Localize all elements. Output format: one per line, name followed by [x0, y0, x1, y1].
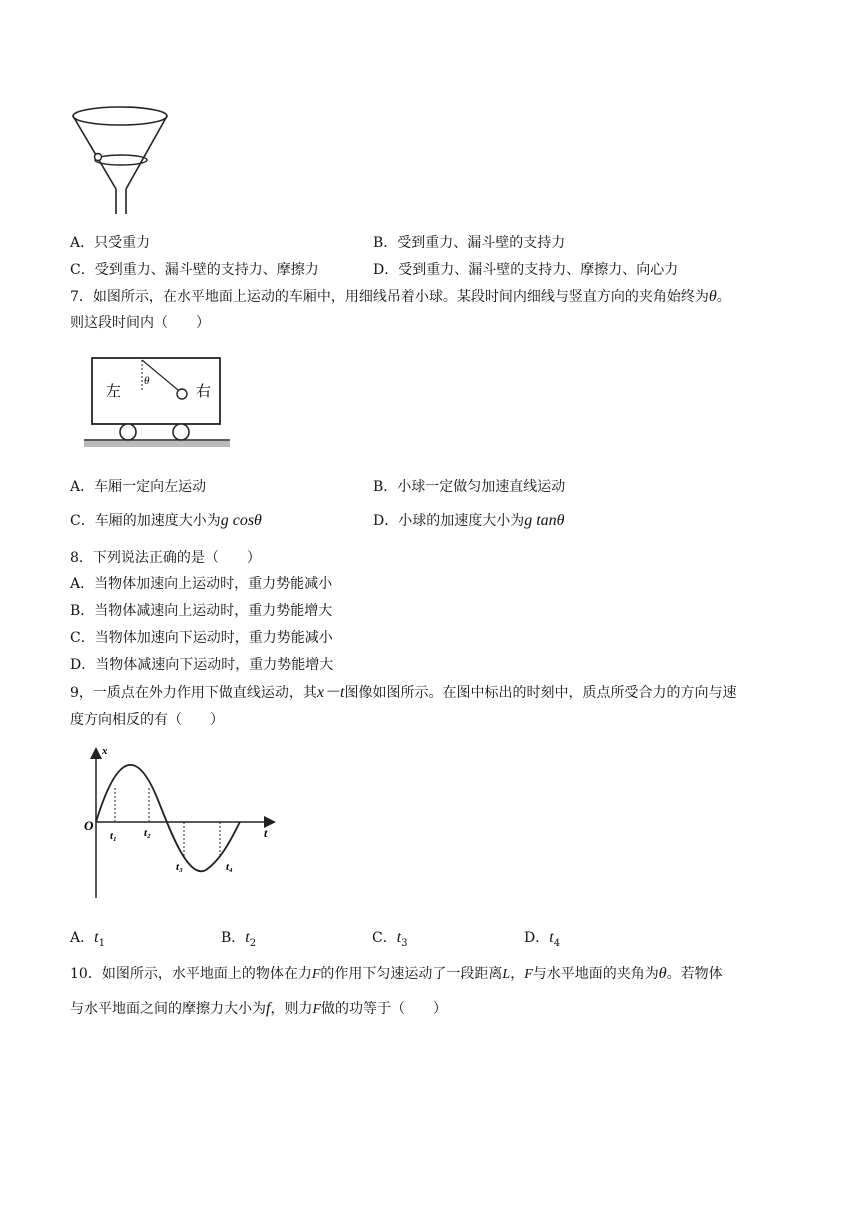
q8-stem: 8．下列说法正确的是（ ）	[70, 550, 261, 566]
q8-option-d: D．当物体减速向下运动时，重力势能增大	[70, 657, 334, 673]
t3-label: t₃	[176, 861, 183, 873]
q7-option-c: C．车厢的加速度大小为g cosθ	[70, 512, 262, 529]
q7-option-b: B．小球一定做匀加速直线运动	[373, 479, 566, 495]
q7-option-d: D．小球的加速度大小为g tanθ	[373, 512, 565, 529]
q8-option-a: A．当物体加速向上运动时，重力势能减小	[70, 576, 333, 592]
q6-option-d: D．受到重力、漏斗壁的支持力、摩擦力、向心力	[373, 262, 679, 278]
q10-stem-line2: 与水平地面之间的摩擦力大小为f，则力F做的功等于（ ）	[70, 1000, 448, 1017]
q8-option-b: B．当物体减速向上运动时，重力势能增大	[70, 603, 333, 619]
q9-stem-line2: 度方向相反的有（ ）	[70, 712, 224, 728]
right-label: 右	[196, 384, 212, 400]
q7-stem-line2: 则这段时间内（ ）	[70, 315, 210, 331]
train-car-figure	[80, 350, 240, 450]
q7-stem-line1: 7．如图所示，在水平地面上运动的车厢中，用细线吊着小球。某段时间内细线与竖直方向的夹角始终为θ。	[70, 288, 731, 305]
q6-option-a: A．只受重力	[70, 235, 151, 251]
q9-option-d: D．$t_4$	[524, 929, 561, 949]
funnel-figure	[68, 104, 178, 216]
q9-option-c: C．$t_3$	[372, 929, 408, 949]
q6-option-b: B．受到重力、漏斗壁的支持力	[373, 235, 566, 251]
q9-option-a: A．$t_1$	[70, 929, 105, 949]
theta-label: θ	[144, 375, 150, 387]
t1-label: t₁	[110, 830, 117, 842]
left-label: 左	[106, 384, 122, 400]
q9-stem-line1: 9，一质点在外力作用下做直线运动，其x－t图像如图所示。在图中标出的时刻中，质点所受合力的方向与速	[70, 684, 737, 701]
t2-label: t₂	[144, 827, 151, 839]
x-axis-label: t	[264, 826, 268, 840]
t4-label: t₄	[226, 861, 233, 873]
q7-option-a: A．车厢一定向左运动	[70, 479, 207, 495]
y-axis-label: x	[102, 745, 108, 757]
xt-graph-figure	[78, 740, 278, 902]
q10-stem-line1: 10．如图所示，水平地面上的物体在力F的作用下匀速运动了一段距离L，F与水平地面的夹角为θ。若物体	[70, 965, 723, 982]
q8-option-c: C．当物体加速向下运动时，重力势能减小	[70, 630, 333, 646]
q9-option-b: B．$t_2$	[221, 929, 257, 949]
q6-option-c: C．受到重力、漏斗壁的支持力、摩擦力	[70, 262, 319, 278]
origin-label: O	[84, 818, 94, 833]
